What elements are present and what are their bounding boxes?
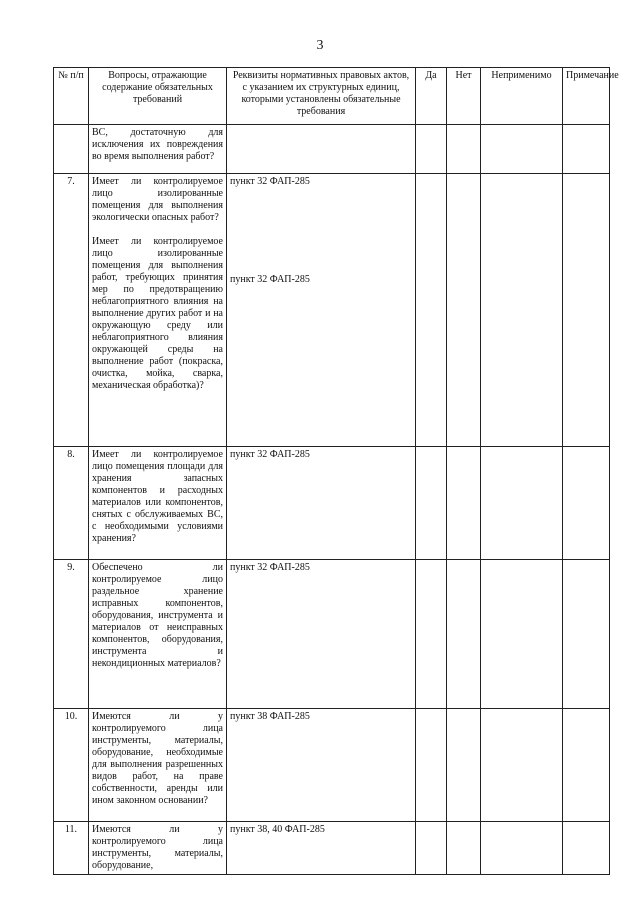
cell-not-applicable <box>481 125 563 174</box>
cell-not-applicable <box>481 447 563 560</box>
header-not-applicable: Неприменимо <box>481 68 563 125</box>
cell-num: 8. <box>54 447 89 560</box>
cell-num: 7. <box>54 174 89 447</box>
cell-no <box>447 447 481 560</box>
cell-note <box>563 125 610 174</box>
table-header-row <box>54 68 610 125</box>
cell-not-applicable <box>481 822 563 875</box>
cell-yes <box>416 560 447 709</box>
table-row <box>54 447 610 560</box>
cell-requisites: пункт 38, 40 ФАП-285 <box>227 822 416 875</box>
header-note: Примечание <box>563 68 610 125</box>
header-num: № п/п <box>54 68 89 125</box>
cell-yes <box>416 447 447 560</box>
cell-note <box>563 174 610 447</box>
cell-question: Имеются ли у контролируемого лица инструменты, материалы, оборудование, <box>89 822 227 875</box>
header-requisites: Реквизиты нормативных правовых актов, с указанием их структурных единиц, которыми установлены обязательные требования <box>227 68 416 125</box>
cell-no <box>447 709 481 822</box>
table-row <box>54 174 610 447</box>
cell-no <box>447 822 481 875</box>
question-part-a: Имеет ли контролируемое лицо изолированные помещения для выполнения экологически опасных работ? <box>92 176 223 223</box>
cell-note <box>563 560 610 709</box>
cell-requisites: пункт 32 ФАП-285 <box>227 447 416 560</box>
requisite-a: пункт 32 ФАП-285 <box>230 176 310 187</box>
cell-yes <box>416 174 447 447</box>
cell-requisites: пункт 32 ФАП-285 <box>227 560 416 709</box>
requisite-b: пункт 32 ФАП-285 <box>230 274 310 285</box>
cell-note <box>563 447 610 560</box>
cell-not-applicable <box>481 174 563 447</box>
cell-not-applicable <box>481 560 563 709</box>
checklist-table <box>53 67 619 875</box>
cell-question: Имеет ли контролируемое лицо помещения площади для хранения запасных компонентов и расходных материалов или компонентов, снятых с обслуживаемых ВС, с необходимыми условиями хранения? <box>89 447 227 560</box>
cell-question: ВС, достаточную для исключения их повреждения во время выполнения работ? <box>89 125 227 174</box>
cell-no <box>447 174 481 447</box>
header-no: Нет <box>447 68 481 125</box>
table-row <box>54 125 610 174</box>
cell-requisites <box>227 174 416 447</box>
cell-requisites: пункт 38 ФАП-285 <box>227 709 416 822</box>
cell-note <box>563 709 610 822</box>
cell-question <box>89 174 227 447</box>
cell-note <box>563 822 610 875</box>
table-row <box>54 822 610 875</box>
table-row <box>54 560 610 709</box>
question-part-b: Имеет ли контролируемое лицо изолированные помещения для выполнения работ, требующих принятия мер по предотвращению неблагоприятного влияния на выполнение других работ и на окружающую среду или неблагоприятного влияния окружающей среды на выполнение работ (покраска, очистка, мойка, сварка, механическая обработка)? <box>92 236 223 391</box>
cell-yes <box>416 125 447 174</box>
cell-requisites <box>227 125 416 174</box>
cell-yes <box>416 709 447 822</box>
table-row <box>54 709 610 822</box>
cell-yes <box>416 822 447 875</box>
cell-not-applicable <box>481 709 563 822</box>
cell-num: 11. <box>54 822 89 875</box>
cell-no <box>447 125 481 174</box>
cell-num: 10. <box>54 709 89 822</box>
cell-question: Обеспечено ли контролируемое лицо раздельное хранение исправных компонентов, оборудования, инструмента и материалов от неисправных компонентов, оборудования, инструмента и некондиционных материалов? <box>89 560 227 709</box>
cell-question: Имеются ли у контролируемого лица инструменты, материалы, оборудование, необходимые для выполнения разрешенных видов работ, на праве собственности, аренды или ином законном основании? <box>89 709 227 822</box>
cell-num <box>54 125 89 174</box>
header-question: Вопросы, отражающие содержание обязательных требований <box>89 68 227 125</box>
cell-no <box>447 560 481 709</box>
page-number: 3 <box>316 38 324 53</box>
cell-num: 9. <box>54 560 89 709</box>
header-yes: Да <box>416 68 447 125</box>
